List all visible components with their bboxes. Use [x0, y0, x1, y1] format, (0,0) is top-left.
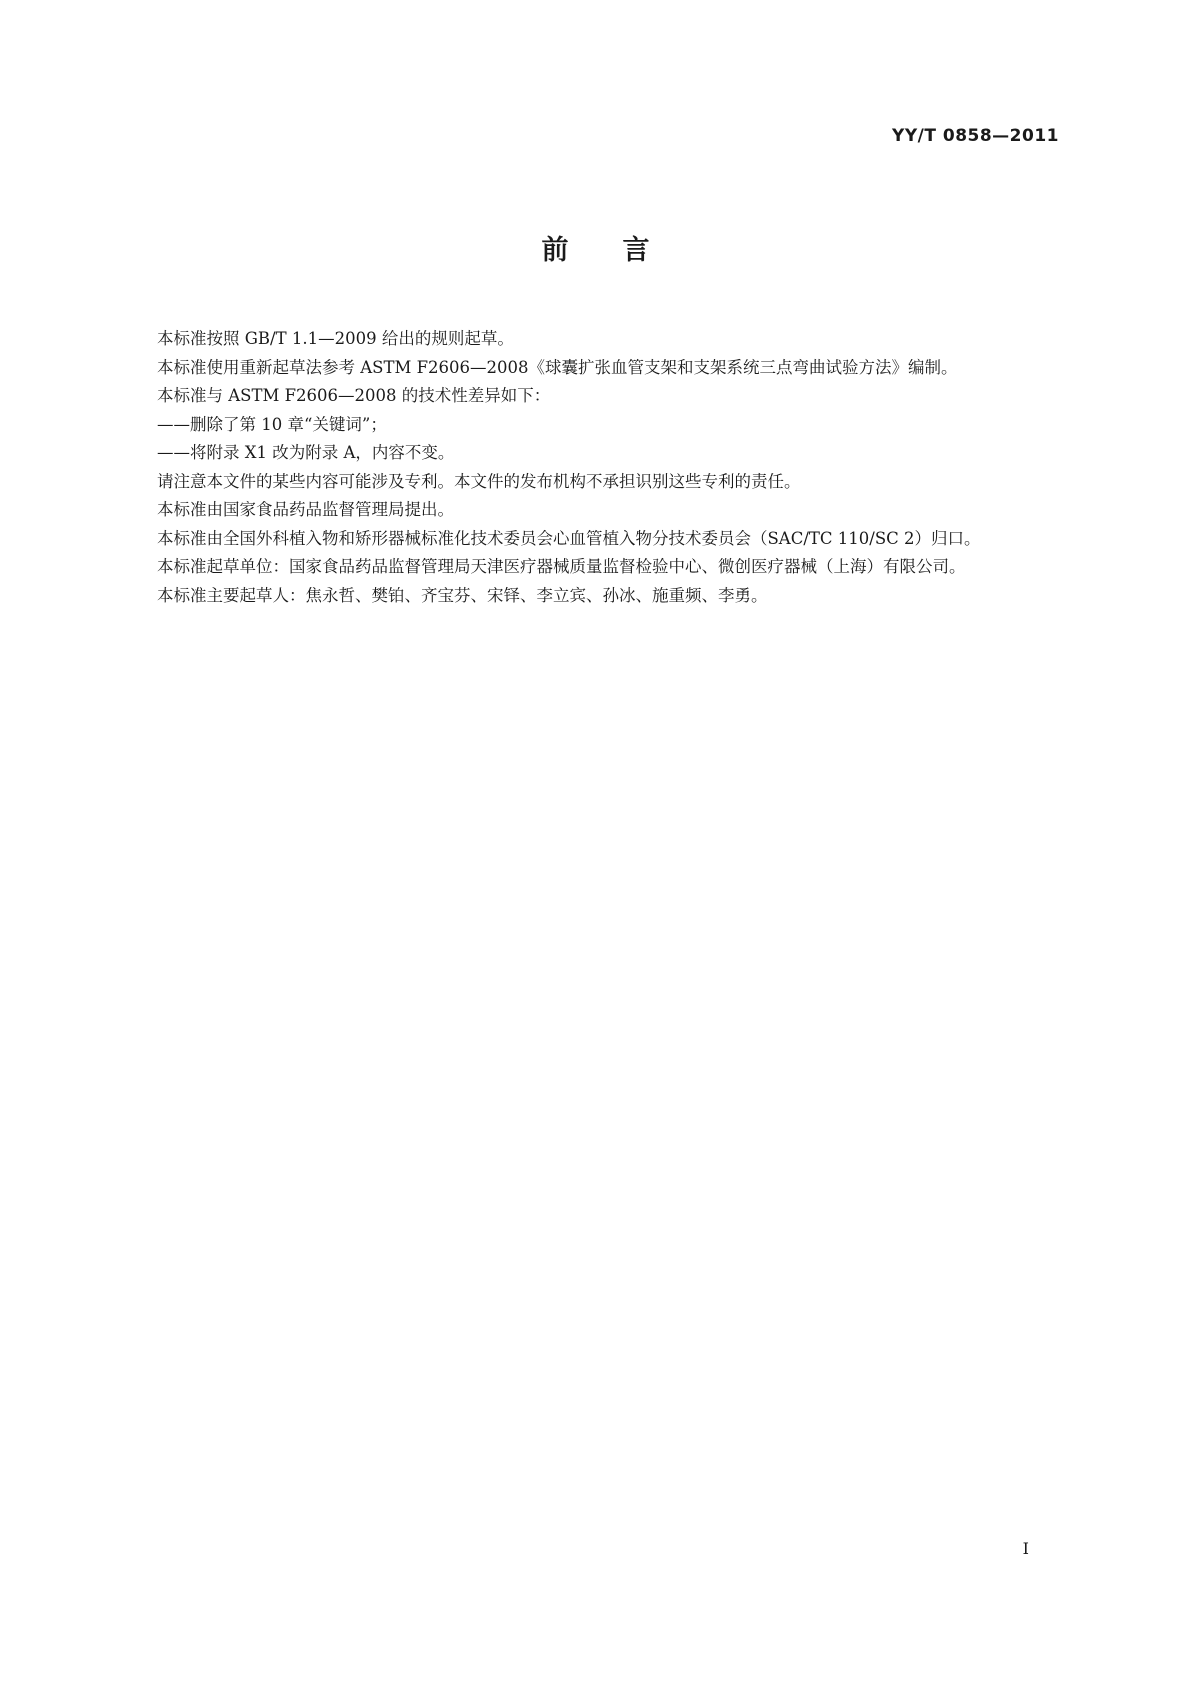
paragraph-reference-standard: 本标准使用重新起草法参考 ASTM F2606—2008《球囊扩张血管支架和支架系统三点弯曲试验方法》编制。: [157, 357, 958, 377]
page-title: 前言: [541, 235, 704, 266]
paragraph-patent-notice: 请注意本文件的某些内容可能涉及专利。本文件的发布机构不承担识别这些专利的责任。: [157, 471, 801, 491]
page-number: I: [1022, 1539, 1029, 1558]
paragraph-technical-differences: 本标准与 ASTM F2606—2008 的技术性差异如下：: [157, 386, 551, 405]
paragraph-centralized-by: 本标准由全国外科植入物和矫形器械标准化技术委员会心血管植入物分技术委员会（SAC/TC 110/SC 2）归口。: [157, 528, 981, 548]
standard-number: YY/T 0858—2011: [892, 126, 1059, 146]
list-item: ——将附录 X1 改为附录 A，内容不变。: [157, 443, 455, 462]
foreword-body: [124, 325, 1060, 610]
list-item: ——删除了第 10 章“关键词”；: [157, 414, 387, 434]
paragraph-drafters: 本标准主要起草人：焦永哲、樊铂、齐宝芬、宋铎、李立宾、孙冰、施重频、李勇。: [157, 585, 768, 605]
paragraph-proposer: 本标准由国家食品药品监督管理局提出。: [157, 500, 454, 519]
paragraph-drafting-rules: 本标准按照 GB/T 1.1—2009 给出的规则起草。: [157, 329, 514, 348]
paragraph-drafting-units: 本标准起草单位：国家食品药品监督管理局天津医疗器械质量监督检验中心、微创医疗器械（上海）有限公司。: [157, 557, 966, 576]
